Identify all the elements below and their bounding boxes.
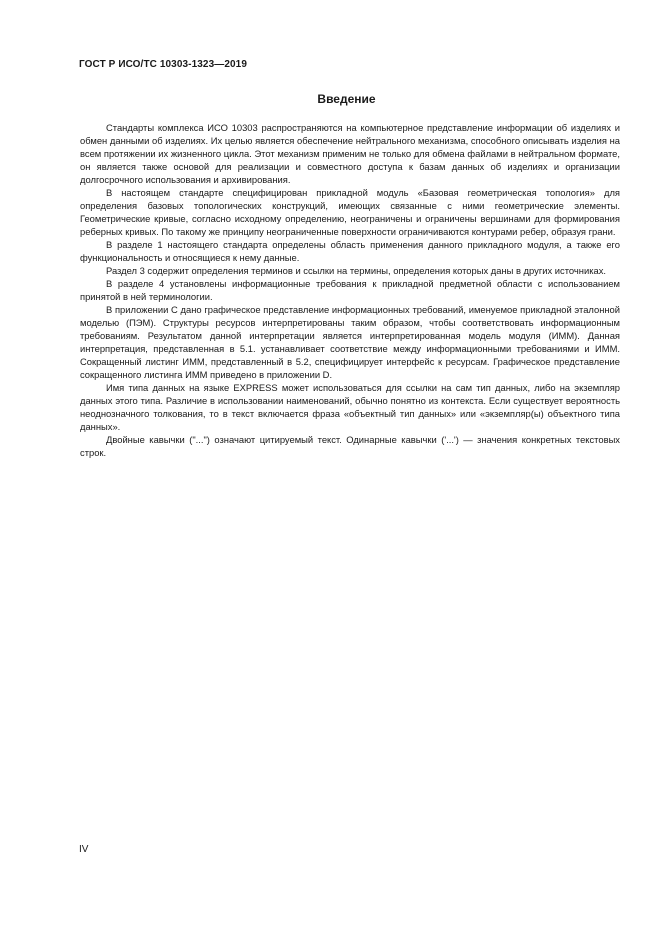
section-title: Введение <box>317 92 376 106</box>
paragraph-6: В приложении С дано графическое представление информационных требований, именуемое прикладной эталонной моделью (ПЭМ). Структуры ресурсов интерпретированы таким образом, чтобы соответствовать информационным требованиям. Результатом данной интерпретации является интерпретированная модель модуля (ИММ). Данная интерпретация, представленная в 5.1. устанавливает соответствие между информационными требованиями и ИММ. Сокращенный листинг ИММ, представленный в 5.2, специфицирует интерфейс к ресурсам. Графическое представление сокращенного листинга ИММ приведено в приложении D. <box>80 304 620 380</box>
page-number: IV <box>79 844 89 855</box>
document-header: ГОСТ Р ИСО/ТС 10303-1323—2019 <box>79 59 247 70</box>
paragraph-3: В разделе 1 настоящего стандарта определены область применения данного прикладного модуля, а также его функциональность и относящиеся к нему данные. <box>80 239 620 263</box>
paragraph-7: Имя типа данных на языке EXPRESS может использоваться для ссылки на сам тип данных, либо на экземпляр данных этого типа. Различие в использовании наименований, обычно понятно из контекста. Если существует вероятность неоднозначного толкования, то в текст включается фраза «объектный тип данных» или «экземпляр(ы) объектного типа данных». <box>80 382 620 432</box>
body-text <box>80 121 620 459</box>
paragraph-2: В настоящем стандарте специфицирован прикладной модуль «Базовая геометрическая топология» для определения базовых топологических конструкций, имеющих связанные с ними геометрические элементы. Геометрические кривые, согласно исходному определению, неограничены и ограничены вершинами для формирования реберных кривых. По такому же принципу неограниченные поверхности ограничиваются контурами ребер, образуя грани. <box>80 187 620 237</box>
paragraph-4: Раздел 3 содержит определения терминов и ссылки на термины, определения которых даны в других источниках. <box>106 265 607 276</box>
paragraph-1: Стандарты комплекса ИСО 10303 распространяются на компьютерное представление информации об изделиях и обмен данными об изделиях. Их целью является обеспечение нейтрального механизма, способного описывать изделия на всем протяжении их жизненного цикла. Этот механизм применим не только для обмена файлами в нейтральном формате, он является также основой для реализации и совместного доступа к базам данных об изделиях и организации долгосрочного использования и архивирования. <box>80 122 620 185</box>
paragraph-5: В разделе 4 установлены информационные требования к прикладной предметной области с использованием принятой в ней терминологии. <box>80 278 620 302</box>
paragraph-8: Двойные кавычки ("...") означают цитируемый текст. Одинарные кавычки ('...') — значения конкретных текстовых строк. <box>80 434 620 458</box>
